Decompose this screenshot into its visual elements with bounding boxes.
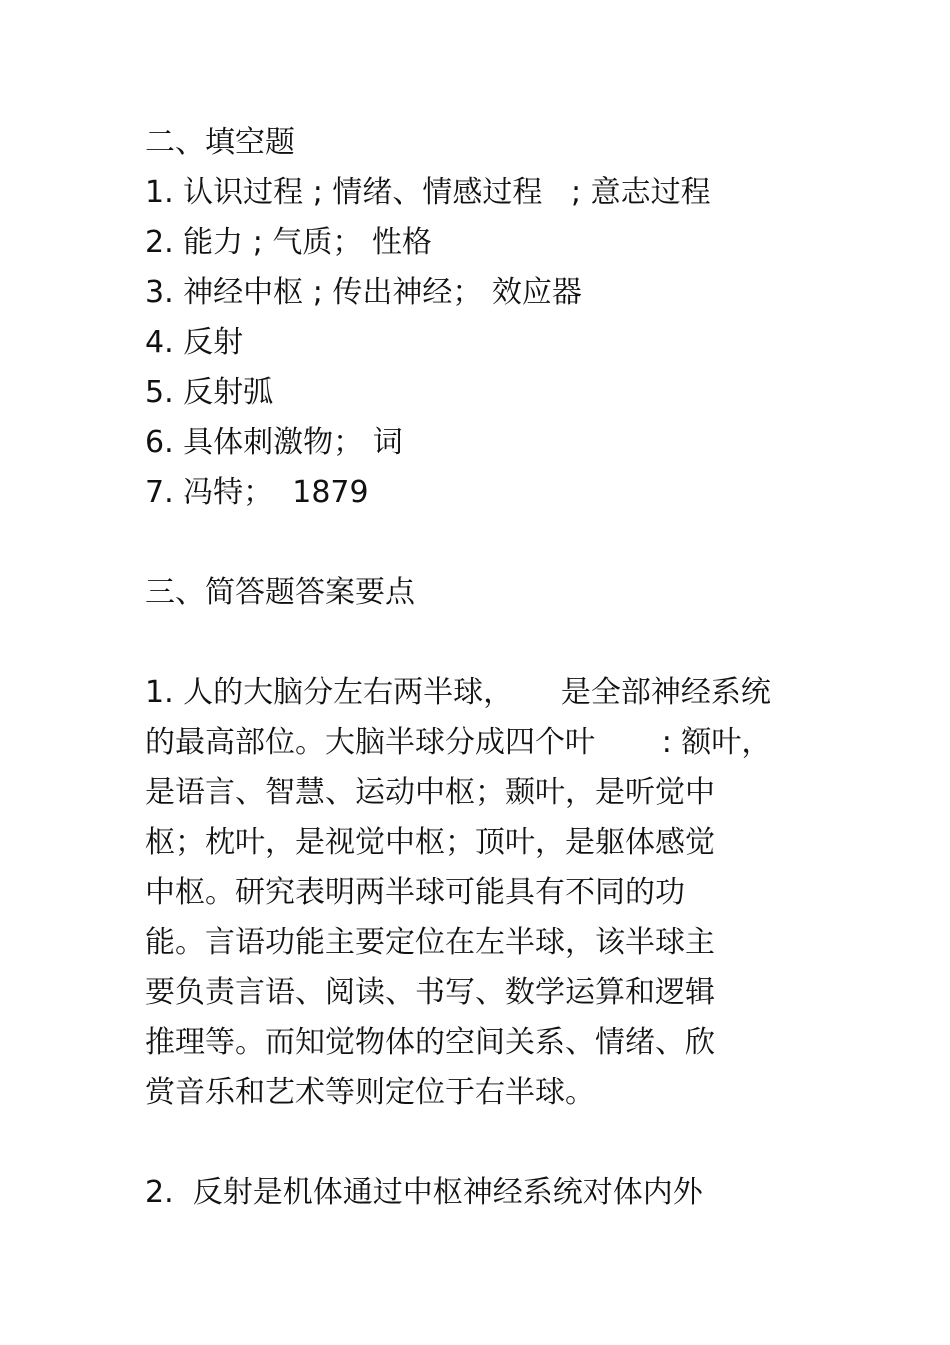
fill-blank-answer-3: 3. 神经中枢 ; 传出神经； 效应器 [145, 275, 582, 310]
short-answer-1-line-2: 的最高部位。大脑半球分成四个叶 : 额叶， [145, 725, 772, 760]
fill-blank-answer-1: 1. 认识过程 ; 情绪、情感过程 ; 意志过程 [145, 175, 711, 210]
short-answer-1-line-4: 枢；枕叶，是视觉中枢；顶叶，是躯体感觉 [145, 825, 715, 860]
fill-blank-answer-2: 2. 能力 ; 气质； 性格 [145, 225, 432, 260]
fill-blank-answer-6: 6. 具体刺激物； 词 [145, 425, 403, 460]
fill-blank-heading: 二、填空题 [145, 125, 295, 160]
fill-blank-answer-5: 5. 反射弧 [145, 375, 274, 410]
short-answer-1-line-1: 1. 人的大脑分左右两半球， 是全部神经系统 [145, 675, 771, 710]
short-answer-heading: 三、简答题答案要点 [145, 575, 415, 610]
short-answer-1-line-9: 赏音乐和艺术等则定位于右半球。 [145, 1075, 595, 1110]
fill-blank-answer-7: 7. 冯特； 1879 [145, 475, 369, 510]
short-answer-2-line-1: 2. 反射是机体通过中枢神经系统对体内外 [145, 1175, 703, 1210]
short-answer-1-line-5: 中枢。研究表明两半球可能具有不同的功 [145, 875, 685, 910]
short-answer-1-line-7: 要负责言语、阅读、书写、数学运算和逻辑 [145, 975, 715, 1010]
short-answer-1-line-3: 是语言、智慧、运动中枢；颞叶，是听觉中 [145, 775, 715, 810]
short-answer-1-line-6: 能。言语功能主要定位在左半球，该半球主 [145, 925, 715, 960]
short-answer-1-line-8: 推理等。而知觉物体的空间关系、情绪、欣 [145, 1025, 715, 1060]
fill-blank-answer-4: 4. 反射 [145, 325, 244, 360]
